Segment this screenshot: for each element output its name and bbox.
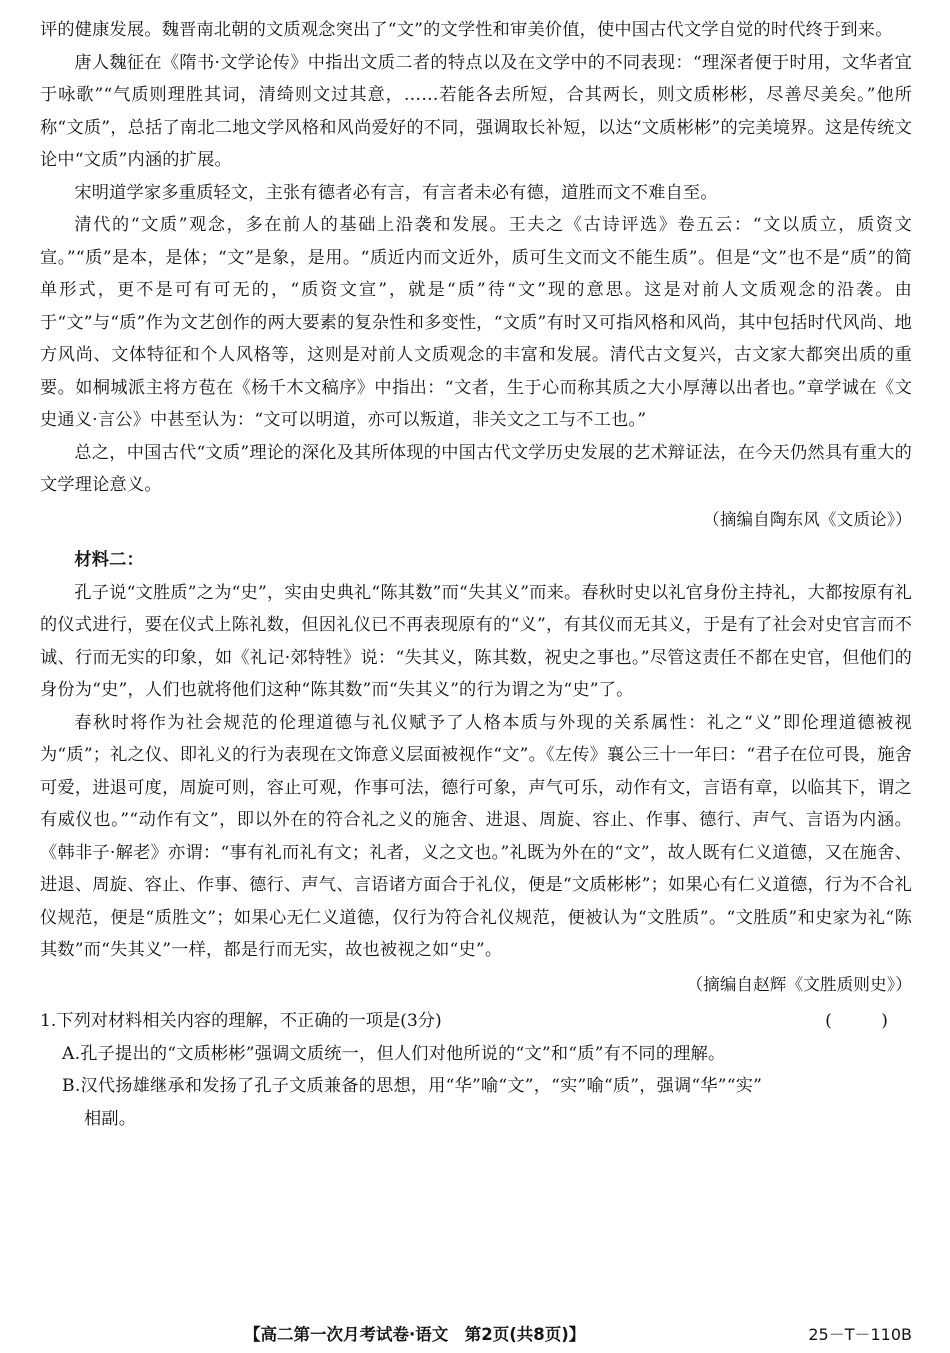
material1-source: （摘编自陶东风《文质论》） xyxy=(703,509,912,529)
option-b: B.汉代扬雄继承和发扬了孔子文质兼备的思想，用“华”喻“文”，“实”喻“质”，强调“华”“实” xyxy=(62,1076,763,1096)
page-content xyxy=(40,14,912,1135)
question-1-stem-row xyxy=(40,1005,912,1038)
option-b-continued: 相副。 xyxy=(84,1108,137,1129)
question-1-stem: 1.下列对材料相关内容的理解，不正确的一项是(3分) xyxy=(40,1011,442,1031)
paragraph-m1-2: 宋明道学家多重质轻文，主张有德者必有言，有言者未必有德，道胜而文不难自至。 xyxy=(74,182,718,203)
material2-heading: 材料二： xyxy=(74,550,144,570)
footer-code: 25－T－110B xyxy=(808,1325,912,1344)
paragraph-m1-0: 评的健康发展。魏晋南北朝的文质观念突出了“文”的文学性和审美价值，使中国古代文学自觉的时代终于到来。 xyxy=(40,20,893,40)
page-footer xyxy=(0,1319,950,1349)
paragraph-m1-1: 唐人魏征在《隋书·文学论传》中指出文质二者的特点以及在文学中的不同表现：“理深者便于时用，文华者宜于咏歌”“气质则理胜其词，清绮则文过其意，……若能各去所短，合其两长，则文质彬彬，尽善尽美矣。”他所称“文质”，总括了南北二地文学风格和风尚爱好的不同，强调取长补短，以达“文质彬彬”的完美境界。这是传统文论中“文质”内涵的扩展。 xyxy=(40,52,912,170)
paragraph-m2-1: 孔子说“文胜质”之为“史”，实由史典礼“陈其数”而“失其义”而来。春秋时史以礼官身份主持礼，大都按原有礼的仪式进行，要在仪式上陈礼数，但因礼仪已不再表现原有的“义”，有其仪而无其义，于是有了社会对史官言而不诚、行而无实的印象，如《礼记·郊特牲》说：“失其义，陈其数，祝史之事也。”尽管这责任不都在史官，但他们的身份为“史”，人们也就将他们这种“陈其数”而“失其义”的行为谓之为“史”了。 xyxy=(40,582,912,700)
answer-bracket[interactable]: ( ) xyxy=(825,1011,910,1031)
material2-source: （摘编自赵辉《文胜质则史》） xyxy=(686,974,912,994)
footer-title: 【高二第一次月考试卷·语文 第2页(共8页)】 xyxy=(244,1325,586,1344)
option-a: A.孔子提出的“文质彬彬”强调文质统一，但人们对他所说的“文”和“质”有不同的理解。 xyxy=(62,1043,726,1064)
paragraph-m1-3: 清代的“文质”观念，多在前人的基础上沿袭和发展。王夫之《古诗评选》卷五云：“文以质立，质资文宣。”“质”是本，是体；“文”是象，是用。“质近内而文近外，质可生文而文不能生质”。但是“文”也不是“质”的简单形式，更不是可有可无的，“质资文宣”，就是“质”待“文”现的意思。这是对前人文质观念的沿袭。由于“文”与“质”作为文艺创作的两大要素的复杂性和多变性，“文质”有时又可指风格和风尚，其中包括时代风尚、地方风尚、文体特征和个人风格等，这则是对前人文质观念的丰富和发展。清代古文复兴，古文家大都突出质的重要。如桐城派主将方苞在《杨千木文稿序》中指出：“文者，生于心而称其质之大小厚薄以出者也。”章学诚在《文史通义·言公》中甚至认为：“文可以明道，亦可以叛道，非关文之工与不工也。” xyxy=(40,215,912,430)
paragraph-m2-2: 春秋时将作为社会规范的伦理道德与礼仪赋予了人格本质与外现的关系属性：礼之“义”即伦理道德被视为“质”；礼之仪、即礼义的行为表现在文饰意义层面被视作“文”。《左传》襄公三十一年曰：“君子在位可畏，施舍可爱，进退可度，周旋可则，容止可观，作事可法，德行可象，声气可乐，动作有文，言语有章，以临其下，谓之有威仪也。”“动作有文”，即以外在的符合礼之义的施舍、进退、周旋、容止、作事、德行、声气、言语为内涵。《韩非子·解老》亦谓：“事有礼而礼有文；礼者，义之文也。”礼既为外在的“文”，故人既有仁义道德，又在施舍、进退、周旋、容止、作事、德行、声气、言语诸方面合于礼仪，便是“文质彬彬”；如果心有仁义道德，行为不合礼仪规范，便是“质胜文”；如果心无仁义道德，仅行为符合礼仪规范，便被认为“文胜质”。“文胜质”和史家为礼“陈其数”而“失其义”一样，都是行而无实，故也被视之如“史”。 xyxy=(40,712,912,960)
paragraph-m1-4: 总之，中国古代“文质”理论的深化及其所体现的中国古代文学历史发展的艺术辩证法，在今天仍然具有重大的文学理论意义。 xyxy=(40,442,912,495)
